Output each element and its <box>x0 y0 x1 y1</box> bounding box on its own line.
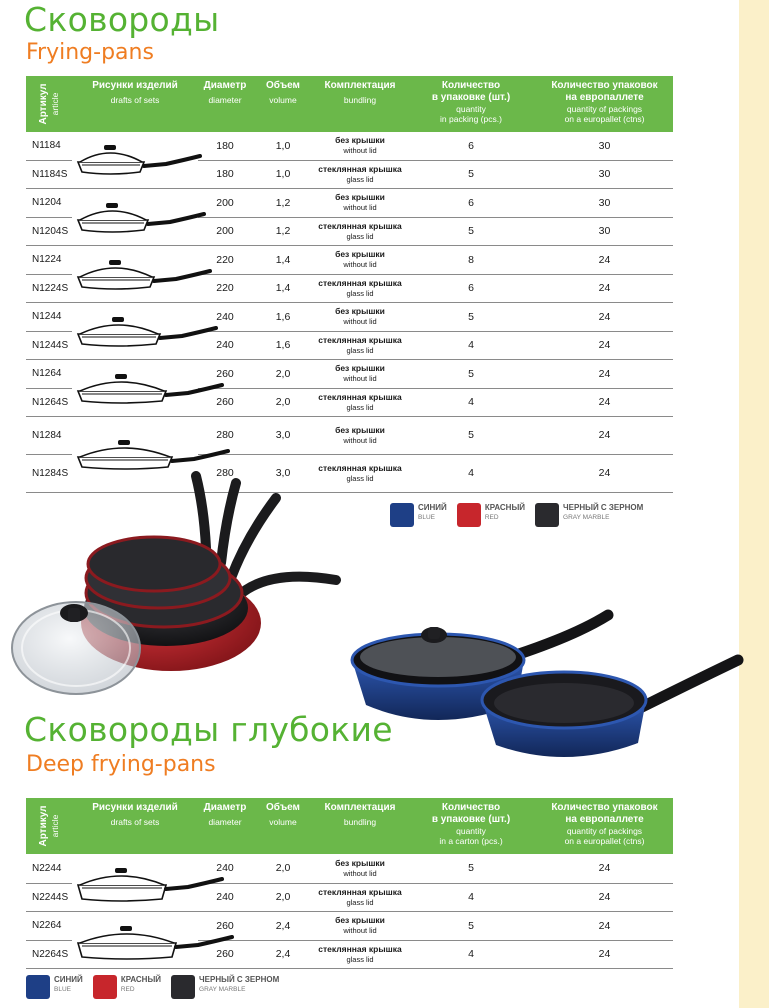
cell-article: N1204 <box>26 188 72 217</box>
color-options-2 <box>26 975 279 999</box>
header-pallet-ru-2: на европаллете <box>565 92 644 103</box>
pan-with-lid-drawing <box>76 198 208 240</box>
table-row <box>26 911 673 940</box>
bundling-ru: стеклянная крышка <box>318 391 402 402</box>
cell-article: N2244 <box>26 854 72 883</box>
color-name-en: RED <box>120 986 135 993</box>
cell-volume: 1,6 <box>252 302 314 331</box>
bundling-ru: стеклянная крышка <box>318 334 402 345</box>
cell-diameter: 200 <box>198 217 252 245</box>
cell-bundling <box>314 883 406 911</box>
cell-diameter: 280 <box>198 416 252 454</box>
bundling-ru: без крышки <box>335 306 385 316</box>
header-article <box>26 76 72 132</box>
color-option <box>171 975 279 999</box>
cell-quantity: 4 <box>406 883 536 911</box>
header-diameter-ru: Диаметр <box>203 802 247 813</box>
color-label <box>54 975 83 994</box>
header-qty-ru-2: в упаковке (шт.) <box>431 92 511 103</box>
bundling-ru: стеклянная крышка <box>318 886 402 897</box>
header-qty-ru-1: Количество <box>441 802 501 813</box>
cell-volume: 1,6 <box>252 331 314 359</box>
header-drafts <box>72 798 198 854</box>
header-bundling <box>314 76 406 132</box>
cell-diameter: 260 <box>198 940 252 968</box>
bundling-en: glass lid <box>346 473 374 483</box>
cell-article: N1284 <box>26 416 72 454</box>
bundling-en: without lid <box>343 317 377 326</box>
cell-volume: 2,0 <box>252 388 314 416</box>
cell-diameter: 240 <box>198 302 252 331</box>
cell-volume: 3,0 <box>252 416 314 454</box>
cell-quantity: 4 <box>406 331 536 359</box>
bundling-ru: без крышки <box>335 424 385 435</box>
cell-volume: 1,0 <box>252 132 314 160</box>
cell-diameter: 200 <box>198 188 252 217</box>
header-qty-en-1: quantity <box>456 826 486 836</box>
cell-quantity: 5 <box>406 911 536 940</box>
header-qty-en-1: quantity <box>456 104 486 114</box>
header-drafts <box>72 76 198 132</box>
cell-bundling <box>314 388 406 416</box>
cell-diameter: 180 <box>198 160 252 188</box>
header-pallet-ru-1: Количество упаковок <box>551 80 658 91</box>
cell-article: N2264S <box>26 940 72 968</box>
frying-pans-table <box>26 76 673 493</box>
color-name-ru: КРАСНЫЙ <box>484 503 526 512</box>
cell-pallet: 24 <box>536 359 673 388</box>
header-pallet-ru-1: Количество упаковок <box>551 802 658 813</box>
color-option <box>390 503 447 527</box>
color-label <box>485 503 525 522</box>
cell-diameter: 280 <box>198 454 252 492</box>
cell-quantity: 5 <box>406 854 536 883</box>
cell-diameter: 260 <box>198 388 252 416</box>
color-name-ru: ЧЕРНЫЙ С ЗЕРНОМ <box>199 975 280 984</box>
table-row <box>26 132 673 160</box>
cell-pallet: 24 <box>536 245 673 274</box>
cell-volume: 1,2 <box>252 188 314 217</box>
bundling-ru: без крышки <box>335 249 385 259</box>
bundling-en: without lid <box>343 926 377 935</box>
table-row <box>26 359 673 388</box>
cell-quantity: 5 <box>406 302 536 331</box>
header-qty-ru-1: Количество <box>441 80 501 91</box>
header-bundling-ru: Комплектация <box>324 802 396 813</box>
cell-diameter: 180 <box>198 132 252 160</box>
color-label <box>121 975 161 994</box>
cell-pallet: 30 <box>536 217 673 245</box>
cell-bundling <box>314 245 406 274</box>
header-volume <box>252 798 314 854</box>
pan-with-lid-drawing <box>76 255 214 297</box>
header-bundling-ru: Комплектация <box>324 80 396 91</box>
cell-quantity: 4 <box>406 940 536 968</box>
pan-with-lid-drawing <box>76 863 226 909</box>
bundling-en: glass lid <box>346 174 374 184</box>
bundling-en: without lid <box>343 260 377 269</box>
cell-volume: 1,4 <box>252 274 314 302</box>
header-qty-en-2: in packing (pcs.) <box>440 114 502 124</box>
cell-pallet: 24 <box>536 416 673 454</box>
header-pallet-en-2: on a europallet (ctns) <box>564 114 645 124</box>
header-drafts-en: drafts of sets <box>110 817 160 827</box>
cell-volume: 3,0 <box>252 454 314 492</box>
header-bundling-en: bundling <box>343 95 377 105</box>
cell-article: N1204S <box>26 217 72 245</box>
header-article-ru: Артикул <box>38 805 49 847</box>
cell-quantity: 6 <box>406 188 536 217</box>
cell-drawing <box>72 854 198 911</box>
color-label <box>418 503 447 522</box>
cell-pallet: 24 <box>536 388 673 416</box>
deep-frying-pans-table <box>26 798 673 969</box>
cell-article: N1184S <box>26 160 72 188</box>
header-volume-ru: Объем <box>266 80 300 91</box>
pan-with-lid-drawing <box>76 312 220 354</box>
bundling-en: without lid <box>343 868 377 878</box>
color-name-ru: ЧЕРНЫЙ С ЗЕРНОМ <box>563 503 644 512</box>
cell-drawing <box>72 245 198 302</box>
section2-title-ru: Сковороды глубокие <box>24 710 393 749</box>
cell-pallet: 24 <box>536 454 673 492</box>
cell-diameter: 240 <box>198 883 252 911</box>
header-pallet <box>536 76 673 132</box>
header-diameter-en: diameter <box>208 817 242 827</box>
header-pallet-en-2: on a europallet (ctns) <box>564 836 645 846</box>
bundling-ru: стеклянная крышка <box>318 220 402 231</box>
cell-quantity: 6 <box>406 274 536 302</box>
color-label <box>563 503 643 522</box>
pan-with-lid-drawing <box>76 921 236 967</box>
cell-quantity: 5 <box>406 359 536 388</box>
pan-with-lid-drawing <box>76 369 226 411</box>
cell-volume: 2,0 <box>252 854 314 883</box>
bundling-ru: без крышки <box>335 915 385 925</box>
color-name-en: GRAY MARBLE <box>563 514 610 521</box>
frying-pans-photo <box>6 468 366 700</box>
cell-drawing <box>72 911 198 968</box>
cell-bundling <box>314 217 406 245</box>
cell-bundling <box>314 274 406 302</box>
cell-pallet: 24 <box>536 854 673 883</box>
bundling-en: glass lid <box>346 402 374 412</box>
header-volume-en: volume <box>269 817 297 827</box>
bundling-en: glass lid <box>346 231 374 241</box>
color-option <box>26 975 83 999</box>
header-diameter-ru: Диаметр <box>203 80 247 91</box>
bundling-en: glass lid <box>346 897 374 907</box>
cell-pallet: 24 <box>536 940 673 968</box>
cell-volume: 2,4 <box>252 911 314 940</box>
header-drafts-ru: Рисунки изделий <box>92 80 178 91</box>
cell-volume: 2,4 <box>252 940 314 968</box>
cell-pallet: 24 <box>536 302 673 331</box>
cell-article: N2264 <box>26 911 72 940</box>
cell-bundling <box>314 854 406 883</box>
bundling-ru: без крышки <box>335 192 385 202</box>
cell-pallet: 24 <box>536 331 673 359</box>
cell-drawing <box>72 359 198 416</box>
color-swatch <box>535 503 559 527</box>
cell-bundling <box>314 331 406 359</box>
cell-pallet: 30 <box>536 132 673 160</box>
cell-diameter: 240 <box>198 331 252 359</box>
header-volume <box>252 76 314 132</box>
bundling-ru: стеклянная крышка <box>318 163 402 174</box>
cell-bundling <box>314 416 406 454</box>
header-article <box>26 798 72 854</box>
header-pallet-en-1: quantity of packings <box>566 826 643 836</box>
header-article-en: article <box>50 92 60 116</box>
header-drafts-ru: Рисунки изделий <box>92 802 178 813</box>
bundling-en: glass lid <box>346 345 374 355</box>
cell-drawing <box>72 302 198 359</box>
cell-quantity: 4 <box>406 454 536 492</box>
pan-with-lid-drawing <box>76 140 204 182</box>
cell-bundling <box>314 160 406 188</box>
color-name-en: BLUE <box>54 986 71 993</box>
bundling-ru: стеклянная крышка <box>318 277 402 288</box>
cell-article: N2244S <box>26 883 72 911</box>
header-pallet-ru-2: на европаллете <box>565 814 644 825</box>
cell-drawing <box>72 188 198 245</box>
color-option <box>535 503 643 527</box>
cell-volume: 1,2 <box>252 217 314 245</box>
color-swatch <box>93 975 117 999</box>
cell-diameter: 260 <box>198 359 252 388</box>
header-diameter <box>198 798 252 854</box>
cell-diameter: 260 <box>198 911 252 940</box>
header-pallet-en-1: quantity of packings <box>566 104 643 114</box>
cell-diameter: 220 <box>198 274 252 302</box>
cell-article: N1284S <box>26 454 72 492</box>
cell-pallet: 30 <box>536 188 673 217</box>
color-swatch <box>457 503 481 527</box>
cell-article: N1224 <box>26 245 72 274</box>
cell-bundling <box>314 188 406 217</box>
cell-bundling <box>314 359 406 388</box>
bundling-en: without lid <box>343 374 377 383</box>
color-label <box>199 975 279 994</box>
cell-article: N1224S <box>26 274 72 302</box>
bundling-ru: без крышки <box>335 135 385 146</box>
bundling-en: glass lid <box>346 288 374 298</box>
bundling-ru: стеклянная крышка <box>318 462 402 473</box>
header-bundling <box>314 798 406 854</box>
header-article-ru: Артикул <box>38 83 49 125</box>
header-volume-en: volume <box>269 95 297 105</box>
cell-volume: 2,0 <box>252 883 314 911</box>
table-row <box>26 854 673 883</box>
cell-quantity: 4 <box>406 388 536 416</box>
header-article-en: article <box>50 814 60 838</box>
cell-article: N1244S <box>26 331 72 359</box>
color-swatch <box>26 975 50 999</box>
header-diameter-en: diameter <box>208 95 242 105</box>
cell-quantity: 5 <box>406 217 536 245</box>
cell-article: N1184 <box>26 132 72 160</box>
cell-bundling <box>314 302 406 331</box>
color-options-1 <box>390 503 643 527</box>
cell-article: N1264S <box>26 388 72 416</box>
cell-pallet: 30 <box>536 160 673 188</box>
color-name-en: BLUE <box>418 514 435 521</box>
cell-volume: 2,0 <box>252 359 314 388</box>
cell-quantity: 5 <box>406 160 536 188</box>
section1-title-ru: Сковороды <box>24 0 220 39</box>
bundling-en: without lid <box>343 435 377 445</box>
bundling-en: without lid <box>343 146 377 156</box>
bundling-ru: без крышки <box>335 857 385 868</box>
cell-diameter: 240 <box>198 854 252 883</box>
cell-diameter: 220 <box>198 245 252 274</box>
cell-bundling <box>314 911 406 940</box>
cell-bundling <box>314 132 406 160</box>
table-row <box>26 302 673 331</box>
color-name-ru: СИНИЙ <box>418 503 447 512</box>
section2-title-en: Deep frying-pans <box>26 752 216 777</box>
section1-title-en: Frying-pans <box>26 40 154 65</box>
color-swatch <box>390 503 414 527</box>
deep-frying-pans-photo <box>346 605 746 765</box>
cell-bundling <box>314 940 406 968</box>
cell-quantity: 5 <box>406 416 536 454</box>
side-decor-strip <box>739 0 769 1008</box>
cell-volume: 1,0 <box>252 160 314 188</box>
header-diameter <box>198 76 252 132</box>
header-qty-en-2: in a carton (pcs.) <box>439 836 503 846</box>
bundling-ru: без крышки <box>335 363 385 373</box>
color-name-en: RED <box>484 514 499 521</box>
cell-article: N1244 <box>26 302 72 331</box>
color-name-ru: КРАСНЫЙ <box>120 975 162 984</box>
table-row <box>26 245 673 274</box>
table-row <box>26 188 673 217</box>
cell-volume: 1,4 <box>252 245 314 274</box>
color-name-en: GRAY MARBLE <box>199 986 246 993</box>
cell-pallet: 24 <box>536 274 673 302</box>
table-row <box>26 416 673 454</box>
cell-quantity: 8 <box>406 245 536 274</box>
header-pallet <box>536 798 673 854</box>
bundling-en: glass lid <box>346 954 374 964</box>
color-swatch <box>171 975 195 999</box>
color-name-ru: СИНИЙ <box>54 975 83 984</box>
color-option <box>457 503 525 527</box>
cell-pallet: 24 <box>536 911 673 940</box>
header-qty-ru-2: в упаковке (шт.) <box>431 814 511 825</box>
header-bundling-en: bundling <box>343 817 377 827</box>
cell-pallet: 24 <box>536 883 673 911</box>
header-quantity <box>406 76 536 132</box>
color-option <box>93 975 161 999</box>
cell-drawing <box>72 132 198 188</box>
header-quantity <box>406 798 536 854</box>
header-drafts-en: drafts of sets <box>110 95 160 105</box>
cell-quantity: 6 <box>406 132 536 160</box>
cell-article: N1264 <box>26 359 72 388</box>
bundling-en: without lid <box>343 203 377 212</box>
header-volume-ru: Объем <box>266 802 300 813</box>
bundling-ru: стеклянная крышка <box>318 943 402 954</box>
